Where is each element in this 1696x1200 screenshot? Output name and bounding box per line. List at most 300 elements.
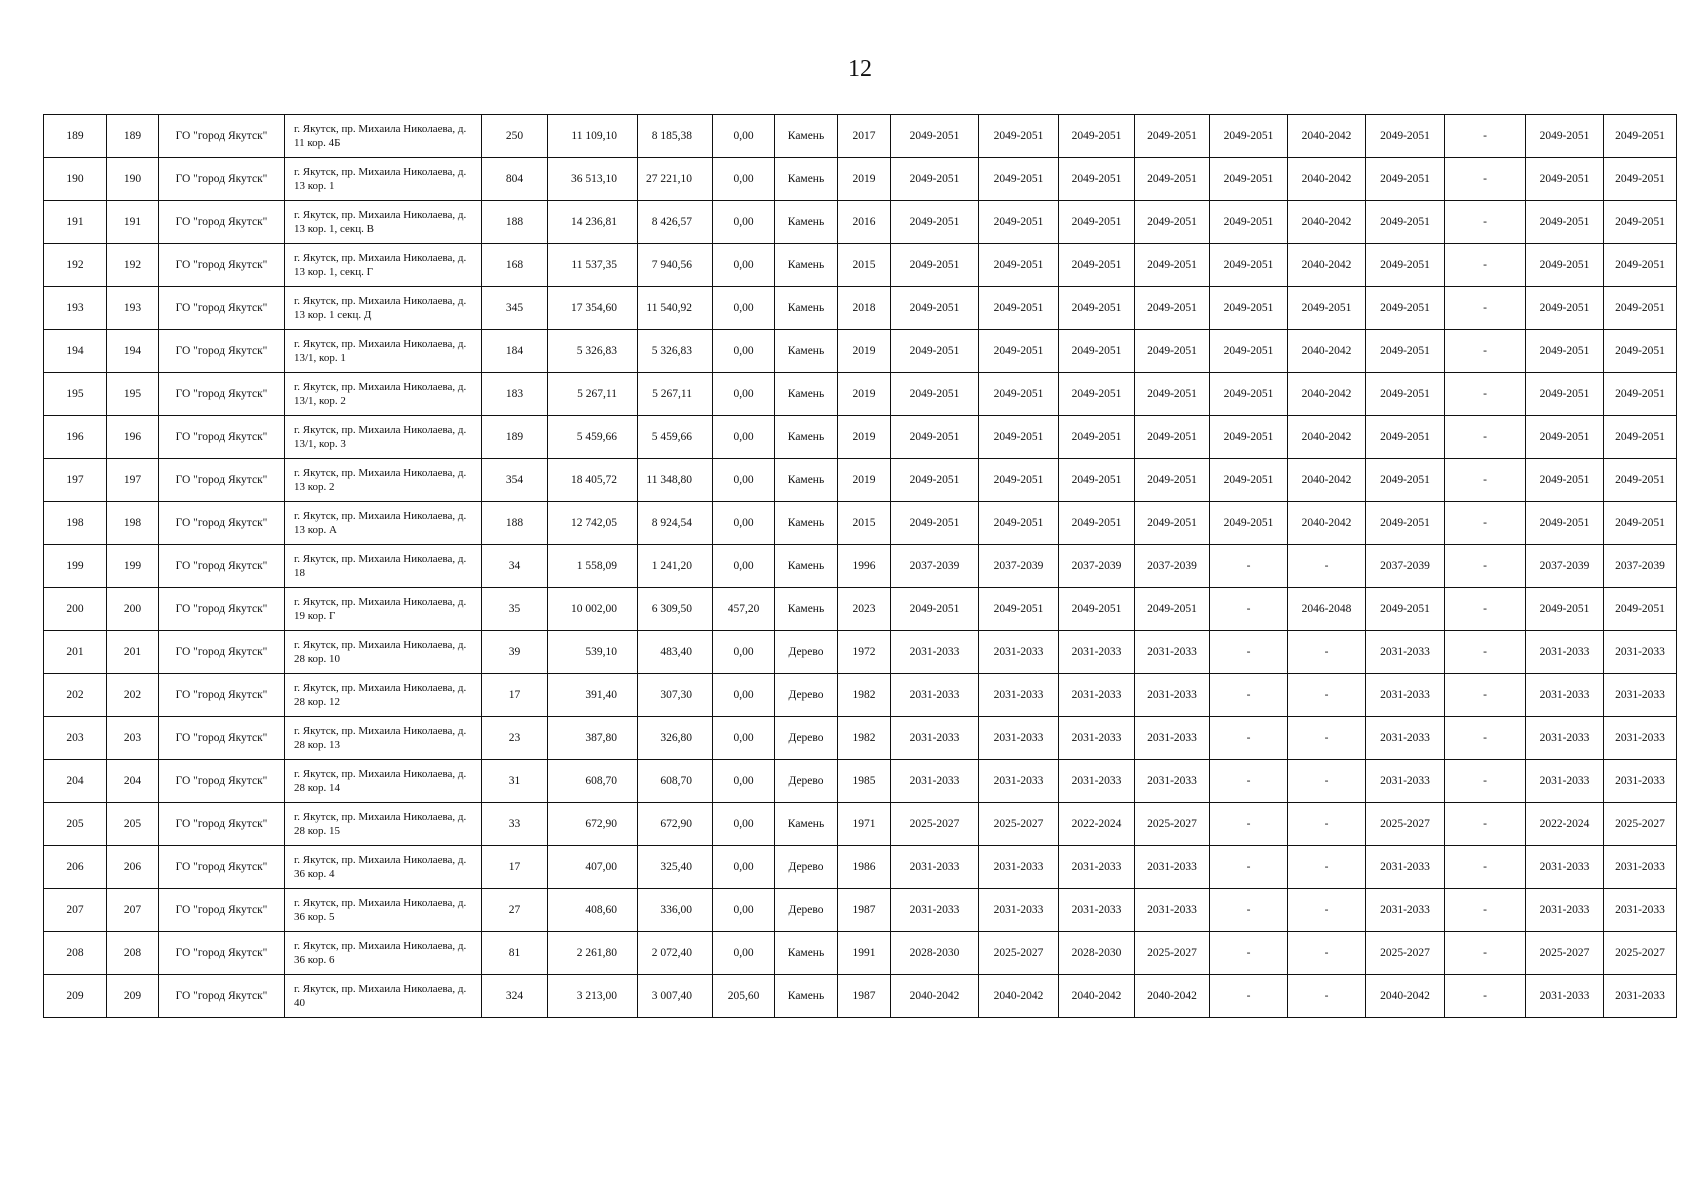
cell-residents-count: 188	[482, 201, 548, 244]
cell-row-number: 198	[44, 502, 107, 545]
cell-period-1: 2028-2030	[891, 932, 979, 975]
cell-address: г. Якутск, пр. Михаила Николаева, д. 19 кор. Г	[285, 588, 482, 631]
cell-build-year: 2017	[838, 115, 891, 158]
cell-non-residential-area: 0,00	[713, 244, 775, 287]
cell-period-3: 2049-2051	[1059, 158, 1135, 201]
cell-period-8: -	[1445, 631, 1526, 674]
cell-total-area: 5 267,11	[548, 373, 638, 416]
cell-address: г. Якутск, пр. Михаила Николаева, д. 18	[285, 545, 482, 588]
cell-living-area: 336,00	[638, 889, 713, 932]
cell-period-1: 2031-2033	[891, 889, 979, 932]
cell-wall-material: Камень	[775, 416, 838, 459]
cell-period-9: 2049-2051	[1526, 502, 1604, 545]
cell-non-residential-area: 0,00	[713, 631, 775, 674]
cell-address: г. Якутск, пр. Михаила Николаева, д. 13/1, кор. 3	[285, 416, 482, 459]
cell-row-number: 197	[44, 459, 107, 502]
cell-address: г. Якутск, пр. Михаила Николаева, д. 13 кор. 1, секц. В	[285, 201, 482, 244]
cell-municipality: ГО "город Якутск"	[159, 244, 285, 287]
cell-residents-count: 250	[482, 115, 548, 158]
cell-total-area: 11 537,35	[548, 244, 638, 287]
cell-period-7: 2049-2051	[1366, 330, 1445, 373]
cell-total-area: 5 459,66	[548, 416, 638, 459]
cell-period-7: 2049-2051	[1366, 158, 1445, 201]
cell-period-7: 2025-2027	[1366, 932, 1445, 975]
cell-non-residential-area: 0,00	[713, 717, 775, 760]
cell-period-8: -	[1445, 201, 1526, 244]
cell-period-9: 2049-2051	[1526, 416, 1604, 459]
cell-period-8: -	[1445, 287, 1526, 330]
cell-wall-material: Камень	[775, 502, 838, 545]
cell-living-area: 11 540,92	[638, 287, 713, 330]
cell-period-2: 2037-2039	[979, 545, 1059, 588]
cell-municipality: ГО "город Якутск"	[159, 631, 285, 674]
cell-period-9: 2031-2033	[1526, 760, 1604, 803]
cell-wall-material: Камень	[775, 588, 838, 631]
cell-list-number: 189	[107, 115, 159, 158]
table-row	[44, 287, 1677, 330]
cell-period-3: 2049-2051	[1059, 115, 1135, 158]
cell-period-10: 2049-2051	[1604, 244, 1677, 287]
cell-row-number: 207	[44, 889, 107, 932]
cell-period-10: 2049-2051	[1604, 416, 1677, 459]
cell-total-area: 11 109,10	[548, 115, 638, 158]
cell-period-6: 2040-2042	[1288, 201, 1366, 244]
cell-row-number: 202	[44, 674, 107, 717]
cell-period-6: -	[1288, 975, 1366, 1018]
cell-row-number: 208	[44, 932, 107, 975]
cell-period-5: 2049-2051	[1210, 201, 1288, 244]
cell-period-8: -	[1445, 932, 1526, 975]
cell-period-10: 2049-2051	[1604, 330, 1677, 373]
cell-list-number: 190	[107, 158, 159, 201]
cell-living-area: 1 241,20	[638, 545, 713, 588]
cell-row-number: 189	[44, 115, 107, 158]
cell-period-5: 2049-2051	[1210, 158, 1288, 201]
cell-period-5: -	[1210, 760, 1288, 803]
cell-period-6: -	[1288, 846, 1366, 889]
cell-row-number: 204	[44, 760, 107, 803]
cell-period-8: -	[1445, 846, 1526, 889]
cell-wall-material: Дерево	[775, 717, 838, 760]
cell-period-7: 2049-2051	[1366, 373, 1445, 416]
table-row	[44, 803, 1677, 846]
cell-list-number: 205	[107, 803, 159, 846]
cell-period-2: 2031-2033	[979, 846, 1059, 889]
page-number: 12	[848, 56, 872, 82]
cell-build-year: 1987	[838, 889, 891, 932]
cell-living-area: 6 309,50	[638, 588, 713, 631]
cell-period-10: 2031-2033	[1604, 975, 1677, 1018]
cell-residents-count: 324	[482, 975, 548, 1018]
cell-build-year: 1986	[838, 846, 891, 889]
cell-build-year: 1972	[838, 631, 891, 674]
cell-period-8: -	[1445, 416, 1526, 459]
cell-period-5: 2049-2051	[1210, 287, 1288, 330]
cell-period-9: 2049-2051	[1526, 158, 1604, 201]
cell-living-area: 7 940,56	[638, 244, 713, 287]
cell-period-1: 2025-2027	[891, 803, 979, 846]
cell-municipality: ГО "город Якутск"	[159, 330, 285, 373]
cell-address: г. Якутск, пр. Михаила Николаева, д. 28 кор. 15	[285, 803, 482, 846]
cell-period-9: 2031-2033	[1526, 846, 1604, 889]
cell-period-1: 2049-2051	[891, 416, 979, 459]
cell-period-6: 2040-2042	[1288, 502, 1366, 545]
cell-period-7: 2031-2033	[1366, 717, 1445, 760]
cell-period-7: 2037-2039	[1366, 545, 1445, 588]
cell-period-10: 2049-2051	[1604, 287, 1677, 330]
cell-period-7: 2049-2051	[1366, 115, 1445, 158]
cell-address: г. Якутск, пр. Михаила Николаева, д. 28 кор. 13	[285, 717, 482, 760]
cell-period-3: 2031-2033	[1059, 889, 1135, 932]
cell-municipality: ГО "город Якутск"	[159, 502, 285, 545]
cell-build-year: 1987	[838, 975, 891, 1018]
cell-residents-count: 183	[482, 373, 548, 416]
cell-row-number: 192	[44, 244, 107, 287]
cell-row-number: 196	[44, 416, 107, 459]
cell-period-5: 2049-2051	[1210, 330, 1288, 373]
cell-living-area: 27 221,10	[638, 158, 713, 201]
cell-total-area: 2 261,80	[548, 932, 638, 975]
cell-row-number: 190	[44, 158, 107, 201]
cell-period-7: 2049-2051	[1366, 201, 1445, 244]
cell-period-7: 2031-2033	[1366, 674, 1445, 717]
cell-residents-count: 184	[482, 330, 548, 373]
cell-period-6: 2040-2042	[1288, 416, 1366, 459]
cell-period-9: 2031-2033	[1526, 674, 1604, 717]
cell-address: г. Якутск, пр. Михаила Николаева, д. 28 кор. 10	[285, 631, 482, 674]
cell-period-8: -	[1445, 158, 1526, 201]
cell-period-3: 2049-2051	[1059, 416, 1135, 459]
cell-period-1: 2049-2051	[891, 588, 979, 631]
cell-address: г. Якутск, пр. Михаила Николаева, д. 13 кор. А	[285, 502, 482, 545]
cell-total-area: 1 558,09	[548, 545, 638, 588]
cell-non-residential-area: 0,00	[713, 846, 775, 889]
cell-residents-count: 188	[482, 502, 548, 545]
cell-period-8: -	[1445, 115, 1526, 158]
cell-period-6: -	[1288, 545, 1366, 588]
cell-period-10: 2049-2051	[1604, 502, 1677, 545]
cell-total-area: 672,90	[548, 803, 638, 846]
table-row	[44, 459, 1677, 502]
cell-living-area: 8 426,57	[638, 201, 713, 244]
cell-non-residential-area: 0,00	[713, 201, 775, 244]
cell-wall-material: Камень	[775, 975, 838, 1018]
cell-period-9: 2025-2027	[1526, 932, 1604, 975]
cell-wall-material: Камень	[775, 330, 838, 373]
cell-period-3: 2028-2030	[1059, 932, 1135, 975]
cell-row-number: 193	[44, 287, 107, 330]
cell-period-9: 2049-2051	[1526, 115, 1604, 158]
cell-total-area: 14 236,81	[548, 201, 638, 244]
cell-period-1: 2031-2033	[891, 760, 979, 803]
cell-wall-material: Камень	[775, 158, 838, 201]
cell-residents-count: 23	[482, 717, 548, 760]
cell-period-5: -	[1210, 717, 1288, 760]
cell-municipality: ГО "город Якутск"	[159, 416, 285, 459]
cell-total-area: 12 742,05	[548, 502, 638, 545]
cell-period-2: 2031-2033	[979, 674, 1059, 717]
cell-period-3: 2049-2051	[1059, 373, 1135, 416]
cell-address: г. Якутск, пр. Михаила Николаева, д. 13 кор. 1 секц. Д	[285, 287, 482, 330]
cell-non-residential-area: 0,00	[713, 287, 775, 330]
cell-period-6: -	[1288, 631, 1366, 674]
cell-period-5: -	[1210, 803, 1288, 846]
cell-period-3: 2031-2033	[1059, 631, 1135, 674]
cell-list-number: 209	[107, 975, 159, 1018]
cell-period-2: 2031-2033	[979, 760, 1059, 803]
cell-non-residential-area: 0,00	[713, 416, 775, 459]
cell-period-4: 2049-2051	[1135, 201, 1210, 244]
cell-period-6: -	[1288, 760, 1366, 803]
cell-build-year: 2019	[838, 330, 891, 373]
cell-period-3: 2031-2033	[1059, 717, 1135, 760]
cell-period-5: -	[1210, 932, 1288, 975]
cell-build-year: 1991	[838, 932, 891, 975]
cell-list-number: 200	[107, 588, 159, 631]
cell-period-2: 2031-2033	[979, 631, 1059, 674]
cell-row-number: 191	[44, 201, 107, 244]
cell-period-3: 2049-2051	[1059, 459, 1135, 502]
cell-municipality: ГО "город Якутск"	[159, 287, 285, 330]
cell-period-8: -	[1445, 373, 1526, 416]
cell-municipality: ГО "город Якутск"	[159, 717, 285, 760]
cell-total-area: 36 513,10	[548, 158, 638, 201]
cell-period-3: 2040-2042	[1059, 975, 1135, 1018]
cell-wall-material: Камень	[775, 201, 838, 244]
cell-period-8: -	[1445, 803, 1526, 846]
cell-period-4: 2049-2051	[1135, 287, 1210, 330]
table-body	[44, 115, 1677, 1018]
cell-period-7: 2049-2051	[1366, 244, 1445, 287]
cell-row-number: 201	[44, 631, 107, 674]
cell-wall-material: Камень	[775, 373, 838, 416]
cell-period-10: 2049-2051	[1604, 373, 1677, 416]
cell-living-area: 3 007,40	[638, 975, 713, 1018]
cell-period-8: -	[1445, 588, 1526, 631]
cell-period-8: -	[1445, 760, 1526, 803]
cell-period-9: 2049-2051	[1526, 588, 1604, 631]
cell-residents-count: 168	[482, 244, 548, 287]
cell-period-1: 2049-2051	[891, 115, 979, 158]
cell-living-area: 326,80	[638, 717, 713, 760]
cell-period-9: 2049-2051	[1526, 244, 1604, 287]
cell-period-4: 2025-2027	[1135, 932, 1210, 975]
cell-period-2: 2049-2051	[979, 115, 1059, 158]
cell-period-1: 2049-2051	[891, 201, 979, 244]
cell-period-2: 2025-2027	[979, 803, 1059, 846]
cell-period-3: 2031-2033	[1059, 760, 1135, 803]
cell-wall-material: Камень	[775, 803, 838, 846]
cell-period-4: 2049-2051	[1135, 244, 1210, 287]
cell-list-number: 206	[107, 846, 159, 889]
cell-residents-count: 35	[482, 588, 548, 631]
cell-period-4: 2031-2033	[1135, 760, 1210, 803]
cell-period-6: 2040-2042	[1288, 158, 1366, 201]
cell-period-9: 2031-2033	[1526, 889, 1604, 932]
cell-wall-material: Дерево	[775, 631, 838, 674]
cell-municipality: ГО "город Якутск"	[159, 158, 285, 201]
table-row	[44, 545, 1677, 588]
cell-municipality: ГО "город Якутск"	[159, 545, 285, 588]
cell-build-year: 2019	[838, 459, 891, 502]
cell-living-area: 483,40	[638, 631, 713, 674]
cell-build-year: 2019	[838, 158, 891, 201]
cell-build-year: 2015	[838, 502, 891, 545]
cell-total-area: 18 405,72	[548, 459, 638, 502]
cell-period-8: -	[1445, 244, 1526, 287]
cell-period-2: 2031-2033	[979, 889, 1059, 932]
table-row	[44, 330, 1677, 373]
cell-list-number: 198	[107, 502, 159, 545]
cell-period-9: 2049-2051	[1526, 287, 1604, 330]
cell-address: г. Якутск, пр. Михаила Николаева, д. 36 кор. 5	[285, 889, 482, 932]
cell-period-5: 2049-2051	[1210, 459, 1288, 502]
cell-address: г. Якутск, пр. Михаила Николаева, д. 28 кор. 14	[285, 760, 482, 803]
cell-build-year: 1971	[838, 803, 891, 846]
cell-municipality: ГО "город Якутск"	[159, 760, 285, 803]
cell-period-3: 2022-2024	[1059, 803, 1135, 846]
cell-period-4: 2049-2051	[1135, 373, 1210, 416]
cell-period-4: 2037-2039	[1135, 545, 1210, 588]
cell-list-number: 196	[107, 416, 159, 459]
cell-residents-count: 31	[482, 760, 548, 803]
cell-period-1: 2049-2051	[891, 287, 979, 330]
cell-period-5: 2049-2051	[1210, 416, 1288, 459]
cell-residents-count: 345	[482, 287, 548, 330]
cell-period-2: 2049-2051	[979, 244, 1059, 287]
cell-build-year: 1982	[838, 717, 891, 760]
cell-period-10: 2031-2033	[1604, 631, 1677, 674]
cell-list-number: 197	[107, 459, 159, 502]
cell-build-year: 1985	[838, 760, 891, 803]
cell-living-area: 5 459,66	[638, 416, 713, 459]
cell-list-number: 193	[107, 287, 159, 330]
cell-non-residential-area: 0,00	[713, 330, 775, 373]
table-row	[44, 760, 1677, 803]
cell-period-10: 2031-2033	[1604, 717, 1677, 760]
cell-period-8: -	[1445, 674, 1526, 717]
cell-period-2: 2025-2027	[979, 932, 1059, 975]
cell-address: г. Якутск, пр. Михаила Николаева, д. 28 кор. 12	[285, 674, 482, 717]
cell-period-5: -	[1210, 631, 1288, 674]
cell-list-number: 191	[107, 201, 159, 244]
cell-build-year: 1996	[838, 545, 891, 588]
cell-period-1: 2040-2042	[891, 975, 979, 1018]
cell-period-2: 2049-2051	[979, 459, 1059, 502]
cell-wall-material: Камень	[775, 459, 838, 502]
cell-build-year: 2023	[838, 588, 891, 631]
cell-municipality: ГО "город Якутск"	[159, 932, 285, 975]
cell-period-10: 2031-2033	[1604, 846, 1677, 889]
cell-list-number: 202	[107, 674, 159, 717]
cell-address: г. Якутск, пр. Михаила Николаева, д. 40	[285, 975, 482, 1018]
cell-wall-material: Дерево	[775, 674, 838, 717]
cell-period-5: 2049-2051	[1210, 244, 1288, 287]
cell-total-area: 10 002,00	[548, 588, 638, 631]
cell-municipality: ГО "город Якутск"	[159, 975, 285, 1018]
cell-period-8: -	[1445, 330, 1526, 373]
cell-non-residential-area: 0,00	[713, 889, 775, 932]
cell-address: г. Якутск, пр. Михаила Николаева, д. 36 кор. 4	[285, 846, 482, 889]
cell-period-3: 2031-2033	[1059, 674, 1135, 717]
cell-period-8: -	[1445, 889, 1526, 932]
cell-period-4: 2031-2033	[1135, 674, 1210, 717]
cell-period-6: 2046-2048	[1288, 588, 1366, 631]
cell-period-4: 2040-2042	[1135, 975, 1210, 1018]
cell-living-area: 5 326,83	[638, 330, 713, 373]
cell-wall-material: Дерево	[775, 846, 838, 889]
cell-period-10: 2031-2033	[1604, 760, 1677, 803]
cell-row-number: 199	[44, 545, 107, 588]
cell-address: г. Якутск, пр. Михаила Николаева, д. 13 кор. 1	[285, 158, 482, 201]
cell-living-area: 608,70	[638, 760, 713, 803]
cell-residents-count: 34	[482, 545, 548, 588]
cell-period-5: -	[1210, 545, 1288, 588]
cell-total-area: 539,10	[548, 631, 638, 674]
table-row	[44, 631, 1677, 674]
cell-period-8: -	[1445, 717, 1526, 760]
cell-period-8: -	[1445, 975, 1526, 1018]
cell-period-7: 2049-2051	[1366, 287, 1445, 330]
cell-list-number: 195	[107, 373, 159, 416]
cell-residents-count: 17	[482, 674, 548, 717]
cell-period-2: 2049-2051	[979, 201, 1059, 244]
cell-period-1: 2049-2051	[891, 330, 979, 373]
cell-non-residential-area: 0,00	[713, 760, 775, 803]
cell-period-9: 2049-2051	[1526, 459, 1604, 502]
cell-row-number: 203	[44, 717, 107, 760]
cell-period-9: 2049-2051	[1526, 330, 1604, 373]
cell-municipality: ГО "город Якутск"	[159, 674, 285, 717]
cell-municipality: ГО "город Якутск"	[159, 803, 285, 846]
cell-municipality: ГО "город Якутск"	[159, 201, 285, 244]
cell-wall-material: Камень	[775, 244, 838, 287]
cell-period-1: 2049-2051	[891, 244, 979, 287]
cell-total-area: 391,40	[548, 674, 638, 717]
cell-period-4: 2031-2033	[1135, 846, 1210, 889]
cell-wall-material: Дерево	[775, 889, 838, 932]
cell-period-4: 2049-2051	[1135, 416, 1210, 459]
cell-period-6: 2040-2042	[1288, 330, 1366, 373]
cell-address: г. Якутск, пр. Михаила Николаева, д. 13 кор. 1, секц. Г	[285, 244, 482, 287]
cell-build-year: 2018	[838, 287, 891, 330]
cell-living-area: 8 924,54	[638, 502, 713, 545]
cell-row-number: 200	[44, 588, 107, 631]
cell-row-number: 206	[44, 846, 107, 889]
cell-period-1: 2031-2033	[891, 631, 979, 674]
cell-list-number: 207	[107, 889, 159, 932]
cell-period-3: 2049-2051	[1059, 330, 1135, 373]
cell-row-number: 194	[44, 330, 107, 373]
table-row	[44, 889, 1677, 932]
table-row	[44, 975, 1677, 1018]
cell-living-area: 325,40	[638, 846, 713, 889]
cell-municipality: ГО "город Якутск"	[159, 588, 285, 631]
cell-municipality: ГО "город Якутск"	[159, 373, 285, 416]
cell-period-5: -	[1210, 588, 1288, 631]
table-row	[44, 588, 1677, 631]
cell-living-area: 5 267,11	[638, 373, 713, 416]
cell-period-10: 2031-2033	[1604, 889, 1677, 932]
cell-period-8: -	[1445, 545, 1526, 588]
cell-total-area: 608,70	[548, 760, 638, 803]
cell-list-number: 208	[107, 932, 159, 975]
cell-period-9: 2037-2039	[1526, 545, 1604, 588]
cell-period-5: -	[1210, 674, 1288, 717]
cell-period-2: 2040-2042	[979, 975, 1059, 1018]
table-row	[44, 846, 1677, 889]
cell-non-residential-area: 0,00	[713, 115, 775, 158]
